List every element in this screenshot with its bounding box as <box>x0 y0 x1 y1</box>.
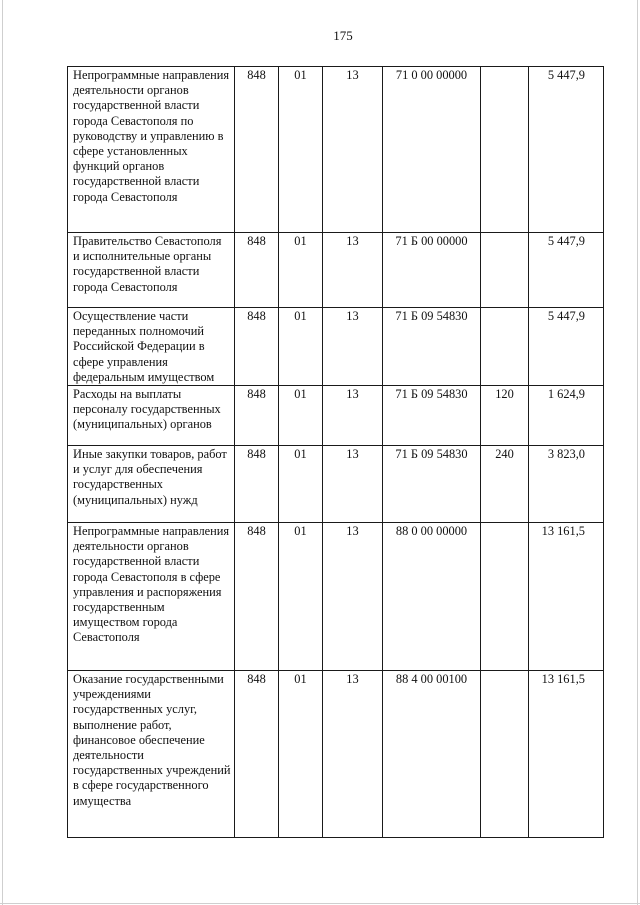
cell-section: 01 <box>279 446 323 523</box>
cell-amount: 5 447,9 <box>529 67 604 233</box>
budget-table <box>67 66 604 838</box>
cell-name: Непрограммные направления деятельности органов государственной власти города Севастополя по руководству и управлению в сфере установленных функций органов государственной власти города Севастополя <box>68 67 235 233</box>
cell-name: Непрограммные направления деятельности органов государственной власти города Севастополя в сфере управления и распоряжения государственным имуществом города Севастополя <box>68 523 235 671</box>
cell-expense-type <box>481 523 529 671</box>
cell-section: 01 <box>279 671 323 838</box>
cell-section: 01 <box>279 233 323 308</box>
scan-edge-bottom <box>0 903 640 904</box>
cell-name: Расходы на выплаты персоналу государственных (муниципальных) органов <box>68 386 235 446</box>
page-number: 175 <box>333 28 353 43</box>
table-row <box>68 67 604 233</box>
cell-ministry: 848 <box>235 523 279 671</box>
cell-expense-type <box>481 67 529 233</box>
cell-target: 71 Б 09 54830 <box>383 386 481 446</box>
table-row <box>68 308 604 386</box>
cell-name: Правительство Севастополя и исполнительные органы государственной власти города Севастополя <box>68 233 235 308</box>
cell-target: 71 Б 00 00000 <box>383 233 481 308</box>
cell-subsection: 13 <box>323 386 383 446</box>
cell-section: 01 <box>279 67 323 233</box>
cell-target: 71 Б 09 54830 <box>383 446 481 523</box>
cell-expense-type <box>481 308 529 386</box>
cell-name: Осуществление части переданных полномочий Российской Федерации в сфере управления федеральным имуществом <box>68 308 235 386</box>
cell-subsection: 13 <box>323 671 383 838</box>
cell-ministry: 848 <box>235 671 279 838</box>
cell-subsection: 13 <box>323 308 383 386</box>
cell-ministry: 848 <box>235 446 279 523</box>
cell-expense-type <box>481 671 529 838</box>
cell-subsection: 13 <box>323 67 383 233</box>
cell-expense-type <box>481 233 529 308</box>
table-row <box>68 446 604 523</box>
scan-edge-left <box>2 0 3 905</box>
cell-subsection: 13 <box>323 446 383 523</box>
cell-subsection: 13 <box>323 523 383 671</box>
cell-target: 88 0 00 00000 <box>383 523 481 671</box>
cell-name: Оказание государственными учреждениями государственных услуг, выполнение работ, финансовое обеспечение деятельности государственных учреждений в сфере государственного имущества <box>68 671 235 838</box>
cell-expense-type: 240 <box>481 446 529 523</box>
cell-name: Иные закупки товаров, работ и услуг для обеспечения государственных (муниципальных) нужд <box>68 446 235 523</box>
cell-expense-type: 120 <box>481 386 529 446</box>
cell-target: 88 4 00 00100 <box>383 671 481 838</box>
cell-target: 71 0 00 00000 <box>383 67 481 233</box>
cell-amount: 5 447,9 <box>529 308 604 386</box>
cell-ministry: 848 <box>235 67 279 233</box>
cell-section: 01 <box>279 523 323 671</box>
cell-amount: 13 161,5 <box>529 523 604 671</box>
cell-ministry: 848 <box>235 386 279 446</box>
table-row <box>68 671 604 838</box>
table-row <box>68 233 604 308</box>
cell-amount: 13 161,5 <box>529 671 604 838</box>
cell-subsection: 13 <box>323 233 383 308</box>
cell-target: 71 Б 09 54830 <box>383 308 481 386</box>
table-row <box>68 523 604 671</box>
cell-section: 01 <box>279 386 323 446</box>
cell-amount: 3 823,0 <box>529 446 604 523</box>
cell-ministry: 848 <box>235 308 279 386</box>
scan-edge-right <box>637 0 638 905</box>
cell-amount: 1 624,9 <box>529 386 604 446</box>
cell-section: 01 <box>279 308 323 386</box>
cell-ministry: 848 <box>235 233 279 308</box>
cell-amount: 5 447,9 <box>529 233 604 308</box>
table-row <box>68 386 604 446</box>
